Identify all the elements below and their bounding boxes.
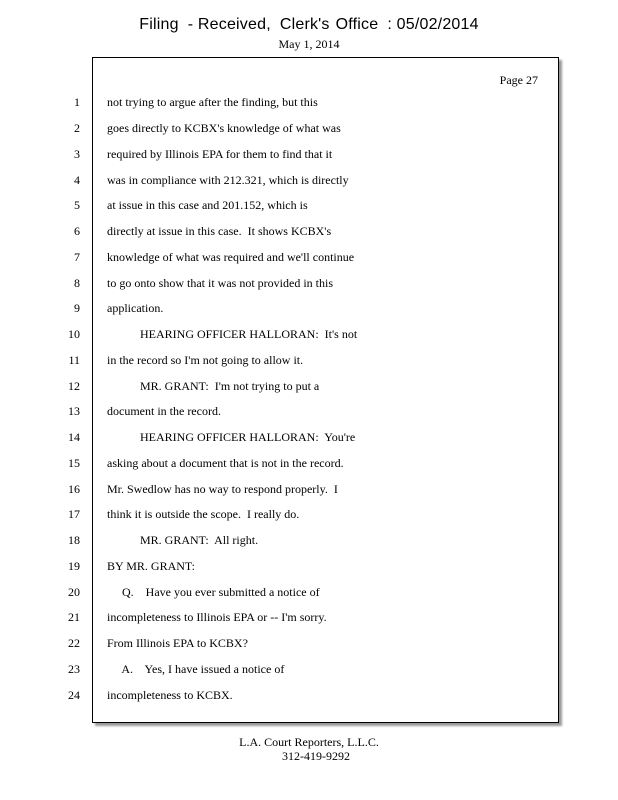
line-number: 11 — [68, 353, 80, 367]
filing-stamp-part: Clerk's — [279, 16, 330, 33]
line-number: 6 — [74, 224, 80, 238]
line-number: 8 — [74, 276, 80, 290]
line-text: Q. Have you ever submitted a notice of — [107, 585, 320, 599]
line-text: directly at issue in this case. It shows KCBX's — [107, 224, 332, 238]
line-text: think it is outside the scope. I really do. — [107, 507, 300, 521]
line-number: 21 — [68, 610, 80, 624]
line-text: From Illinois EPA to KCBX? — [107, 636, 248, 650]
line-number: 2 — [74, 121, 80, 135]
line-text: not trying to argue after the finding, but this — [107, 95, 318, 109]
transcript-date: May 1, 2014 — [278, 37, 340, 51]
line-text: MR. GRANT: All right. — [107, 533, 259, 547]
line-number: 5 — [74, 198, 80, 212]
line-text: Mr. Swedlow has no way to respond properly. I — [107, 482, 338, 496]
line-text: document in the record. — [107, 404, 221, 418]
line-number: 12 — [68, 379, 80, 393]
line-number: 18 — [68, 533, 80, 547]
filing-stamp-part: Filing — [139, 16, 179, 33]
line-text: asking about a document that is not in the record. — [107, 456, 344, 470]
page-number: Page 27 — [499, 73, 538, 87]
line-text: BY MR. GRANT: — [107, 559, 195, 573]
line-text: knowledge of what was required and we'll continue — [107, 250, 355, 264]
line-text: HEARING OFFICER HALLORAN: It's not — [107, 327, 358, 341]
line-number: 3 — [74, 147, 80, 161]
line-number: 16 — [68, 482, 80, 496]
line-number: 20 — [68, 585, 80, 599]
line-text: required by Illinois EPA for them to find that it — [107, 147, 333, 161]
line-text: application. — [107, 301, 164, 315]
line-number: 22 — [68, 636, 80, 650]
line-number: 17 — [68, 507, 80, 521]
line-number: 4 — [74, 173, 80, 187]
filing-stamp-part: - Received, — [187, 16, 271, 33]
line-number: 14 — [68, 430, 80, 444]
line-number: 7 — [74, 250, 80, 264]
line-number: 24 — [68, 688, 80, 702]
line-text: goes directly to KCBX's knowledge of what was — [107, 121, 341, 135]
line-text: to go onto show that it was not provided in this — [107, 276, 333, 290]
line-text: at issue in this case and 201.152, which is — [107, 198, 308, 212]
filing-stamp-part: Office — [335, 16, 379, 33]
line-number: 9 — [74, 301, 80, 315]
line-text: was in compliance with 212.321, which is directly — [107, 173, 349, 187]
line-number: 10 — [68, 327, 80, 341]
line-text: A. Yes, I have issued a notice of — [107, 662, 285, 676]
line-number: 13 — [68, 404, 80, 418]
line-text: incompleteness to KCBX. — [107, 688, 233, 702]
line-number: 1 — [74, 95, 80, 109]
filing-stamp-header — [0, 16, 618, 34]
court-reporter-name: L.A. Court Reporters, L.L.C. — [239, 735, 379, 749]
line-text: MR. GRANT: I'm not trying to put a — [107, 379, 320, 393]
line-number: 23 — [68, 662, 80, 676]
line-number: 19 — [68, 559, 80, 573]
filing-stamp-part: : 05/02/2014 — [387, 16, 479, 33]
line-text: HEARING OFFICER HALLORAN: You're — [107, 430, 356, 444]
line-text: in the record so I'm not going to allow it. — [107, 353, 304, 367]
court-reporter-phone: 312-419-9292 — [282, 749, 350, 763]
line-text: incompleteness to Illinois EPA or -- I'm sorry. — [107, 610, 327, 624]
line-number: 15 — [68, 456, 80, 470]
